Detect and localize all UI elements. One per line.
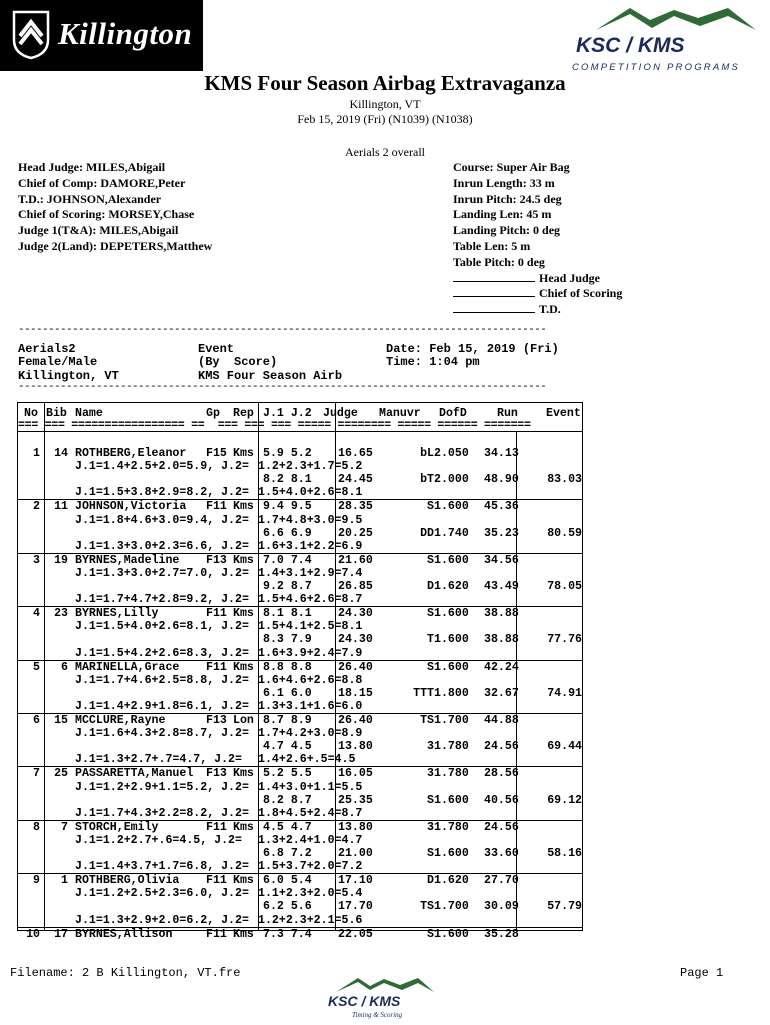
table-header-divider <box>18 431 582 432</box>
athlete-rank: 10 <box>26 927 40 941</box>
run-maneuver: S <box>427 607 434 621</box>
run-maneuver: T <box>427 633 434 647</box>
official-head-judge: Head Judge: MILES,Abigail <box>18 160 166 174</box>
header-rep: Rep <box>233 407 254 420</box>
run-judge-scores: 8.8 8.8 <box>263 660 312 674</box>
table-column-separator <box>44 403 45 930</box>
run-maneuver: S <box>427 927 434 941</box>
run-score: 27.70 <box>484 874 519 888</box>
run-maneuver: TTT <box>413 686 434 700</box>
course-info <box>453 160 622 318</box>
run-judge-scores: 8.3 7.9 <box>263 633 312 647</box>
athlete-rep: Kms <box>233 927 254 941</box>
event-score: 58.16 <box>547 847 582 860</box>
run-score: 28.56 <box>484 767 519 781</box>
run-judge-scores: 6.0 5.4 <box>263 874 312 888</box>
athlete-bib: 17 <box>54 927 68 941</box>
athlete-name: BYRNES,Lilly <box>75 607 159 621</box>
run-judge-scores: 6.8 7.2 <box>263 847 312 860</box>
athlete-group: F15 <box>206 447 227 460</box>
run-maneuver: bL <box>420 447 434 460</box>
athlete-group: F13 <box>206 714 227 727</box>
run-maneuver: 3 <box>427 820 434 834</box>
event-score: 78.05 <box>547 580 582 593</box>
run-detail-j1: J.1=1.2+2.7+.6=4.5, J.2= <box>75 833 242 847</box>
table-pitch: Table Pitch: 0 deg <box>453 254 545 269</box>
athlete-name: JOHNSON,Victoria <box>75 500 187 514</box>
header-j1-j2: J.1 J.2 <box>263 407 312 420</box>
athlete-group: F11 <box>206 607 227 621</box>
run-degree-of-difficulty: 2.000 <box>434 473 469 487</box>
run-judge-total: 16.65 <box>338 447 373 460</box>
event-title: KMS Four Season Airbag Extravaganza <box>204 71 566 95</box>
run-detail-j1: J.1=1.3+2.9+2.0=6.2, J.2= <box>75 913 249 927</box>
athlete-rank: 5 <box>33 660 40 674</box>
athlete-bib: 7 <box>61 820 68 834</box>
run-degree-of-difficulty: 1.600 <box>434 553 469 567</box>
inrun-pitch: Inrun Pitch: 24.5 deg <box>453 191 562 206</box>
run-degree-of-difficulty: 1.700 <box>434 900 469 914</box>
run-detail-j1: J.1=1.5+3.8+2.9=8.2, J.2= <box>75 486 249 500</box>
run-score: 38.88 <box>484 607 519 621</box>
athlete-bib: 14 <box>54 447 68 460</box>
run-detail-j1: J.1=1.4+2.5+2.0=5.9, J.2= <box>75 460 249 474</box>
run-judge-total: 18.15 <box>338 686 373 700</box>
athlete-rep: Kms <box>233 874 254 888</box>
athlete-rank: 3 <box>33 553 40 567</box>
athlete-name: ROTHBERG,Eleanor <box>75 447 187 460</box>
event-score: 83.03 <box>547 473 582 487</box>
date-line: Feb 15, 2019 (Fri) (N1039) (N1038) <box>297 112 473 126</box>
run-detail-j2: 1.1+2.3+2.0=5.4 <box>258 887 363 901</box>
run-detail-j1: J.1=1.7+4.6+2.5=8.8, J.2= <box>75 673 249 687</box>
athlete-name: PASSARETTA,Manuel <box>75 767 194 781</box>
athlete-name: BYRNES,Allison <box>75 927 173 941</box>
run-detail-j1: J.1=1.3+2.7+.7=4.7, J.2= <box>75 753 242 767</box>
run-judge-scores: 5.9 5.2 <box>263 447 312 460</box>
header-no: No <box>24 407 38 420</box>
header-gp: Gp <box>206 407 220 420</box>
ksc-kms-wordmark: KSC / KMS <box>576 34 685 57</box>
results-title: Aerials 2 overall <box>345 145 425 159</box>
run-detail-j1: J.1=1.7+4.7+2.8=9.2, J.2= <box>75 593 249 607</box>
run-maneuver: bT <box>420 473 434 487</box>
table-column-separator <box>335 403 336 930</box>
signature-chief-of-scoring: Chief of Scoring <box>453 286 622 302</box>
run-detail-j1: J.1=1.2+2.9+1.1=5.2, J.2= <box>75 780 249 794</box>
table-length: Table Len: 5 m <box>453 238 531 253</box>
venue: Killington, VT <box>349 97 421 111</box>
divider-bottom: ---------------------------------------------------------------------------------------- <box>18 381 547 393</box>
divider-top: ---------------------------------------------------------------------------------------- <box>18 324 547 336</box>
run-detail-j2: 1.5+4.1+2.5=8.1 <box>258 620 363 634</box>
run-detail-j2: 1.6+3.9+2.4=7.9 <box>258 646 363 660</box>
run-score: 43.49 <box>484 580 519 593</box>
course-name: Course: Super Air Bag <box>453 160 570 174</box>
run-detail-j1: J.1=1.6+4.3+2.8=8.7, J.2= <box>75 727 249 741</box>
header-run: Run <box>497 407 518 420</box>
inrun-length: Inrun Length: 33 m <box>453 175 555 190</box>
run-detail-j2: 1.4+2.6+.5=4.5 <box>258 753 356 767</box>
run-judge-scores: 5.2 5.5 <box>263 767 312 781</box>
run-judge-total: 22.05 <box>338 927 373 941</box>
officials-list <box>18 160 212 255</box>
killington-logo <box>0 0 203 71</box>
run-detail-j1: J.1=1.3+3.0+2.7=7.0, J.2= <box>75 566 249 580</box>
run-judge-total: 20.25 <box>338 526 373 540</box>
run-score: 42.24 <box>484 660 519 674</box>
run-score: 35.28 <box>484 927 519 941</box>
event-score: 74.91 <box>547 686 582 700</box>
competition-programs-text: COMPETITION PROGRAMS <box>572 62 741 73</box>
signature-head-judge: Head Judge <box>453 271 622 287</box>
run-maneuver: S <box>427 793 434 807</box>
run-maneuver: S <box>427 847 434 860</box>
run-degree-of-difficulty: 1.780 <box>434 820 469 834</box>
official-judge-1: Judge 1(T&A): MILES,Abigail <box>18 223 179 238</box>
run-degree-of-difficulty: 1.800 <box>434 686 469 700</box>
athlete-rank: 8 <box>33 820 40 834</box>
run-score: 48.90 <box>484 473 519 487</box>
run-judge-total: 25.35 <box>338 793 373 807</box>
athlete-name: BYRNES,Madeline <box>75 553 180 567</box>
athlete-name: ROTHBERG,Olivia <box>75 874 180 888</box>
run-detail-j1: J.1=1.5+4.0+2.6=8.1, J.2= <box>75 620 249 634</box>
run-judge-total: 26.85 <box>338 580 373 593</box>
run-score: 32.67 <box>484 686 519 700</box>
official-judge-2: Judge 2(Land): DEPETERS,Matthew <box>18 238 213 253</box>
athlete-rep: Kms <box>233 767 254 781</box>
run-judge-scores: 8.2 8.1 <box>263 473 312 487</box>
run-degree-of-difficulty: 1.600 <box>434 847 469 860</box>
footer-page-number: Page 1 <box>680 966 724 980</box>
run-judge-total: 16.05 <box>338 767 373 781</box>
header-name: Name <box>75 407 103 420</box>
run-score: 40.56 <box>484 793 519 807</box>
event-score: 57.79 <box>547 900 582 914</box>
run-score: 30.09 <box>484 900 519 914</box>
athlete-bib: 25 <box>54 767 68 781</box>
run-degree-of-difficulty: 1.620 <box>434 874 469 888</box>
run-detail-j2: 1.4+3.0+1.1=5.5 <box>258 780 363 794</box>
run-degree-of-difficulty: 1.600 <box>434 793 469 807</box>
athlete-group: F11 <box>206 500 227 514</box>
run-judge-total: 17.70 <box>338 900 373 914</box>
run-detail-j1: J.1=1.7+4.3+2.2=8.2, J.2= <box>75 806 249 820</box>
run-judge-scores: 6.6 6.9 <box>263 526 312 540</box>
ksc-kms-wordmark-bottom: KSC / KMS <box>328 993 401 1009</box>
run-judge-scores: 9.4 9.5 <box>263 500 312 514</box>
event-score: 69.12 <box>547 793 582 807</box>
athlete-rank: 7 <box>33 767 40 781</box>
run-judge-scores: 7.3 7.4 <box>263 927 312 941</box>
run-judge-total: 24.45 <box>338 473 373 487</box>
run-detail-j1: J.1=1.4+2.9+1.8=6.1, J.2= <box>75 699 249 713</box>
run-judge-total: 21.00 <box>338 847 373 860</box>
athlete-rep: Kms <box>233 607 254 621</box>
official-chief-of-scoring: Chief of Scoring: MORSEY,Chase <box>18 207 195 222</box>
run-detail-j1: J.1=1.5+4.2+2.6=8.3, J.2= <box>75 646 249 660</box>
run-score: 38.88 <box>484 633 519 647</box>
run-maneuver: D <box>427 580 434 593</box>
run-detail-j2: 1.8+4.5+2.4=8.7 <box>258 806 363 820</box>
run-degree-of-difficulty: 1.600 <box>434 633 469 647</box>
header-bib: Bib <box>46 407 67 420</box>
run-maneuver: 3 <box>427 740 434 754</box>
run-score: 34.13 <box>484 447 519 460</box>
athlete-group: F13 <box>206 767 227 781</box>
run-degree-of-difficulty: 1.600 <box>434 607 469 621</box>
run-score: 34.56 <box>484 553 519 567</box>
event-score: 77.76 <box>547 633 582 647</box>
athlete-group: F13 <box>206 553 227 567</box>
athlete-rank: 4 <box>33 607 40 621</box>
run-maneuver: S <box>427 500 434 514</box>
athlete-rep: Kms <box>233 447 254 460</box>
run-detail-j2: 1.6+3.1+2.2=6.9 <box>258 539 363 553</box>
run-judge-total: 24.30 <box>338 607 373 621</box>
athlete-bib: 19 <box>54 553 68 567</box>
run-judge-total: 28.35 <box>338 500 373 514</box>
athlete-group: F11 <box>206 927 227 941</box>
event-info-col1: Aerials2 Female/Male Killington, VT <box>18 342 119 383</box>
run-degree-of-difficulty: 1.600 <box>434 500 469 514</box>
ksc-kms-logo <box>568 4 758 74</box>
athlete-name: MCCLURE,Rayne <box>75 714 166 727</box>
run-judge-scores: 9.2 8.7 <box>263 580 312 593</box>
header-event: Event <box>546 407 581 420</box>
run-judge-total: 26.40 <box>338 660 373 674</box>
official-td: T.D.: JOHNSON,Alexander <box>18 191 162 206</box>
run-judge-total: 13.80 <box>338 820 373 834</box>
athlete-name: MARINELLA,Grace <box>75 660 180 674</box>
athlete-bib: 1 <box>61 874 68 888</box>
run-detail-j1: J.1=1.8+4.6+3.0=9.4, J.2= <box>75 513 249 527</box>
athlete-name: STORCH,Emily <box>75 820 159 834</box>
signature-td: T.D. <box>453 302 622 318</box>
run-maneuver: S <box>427 553 434 567</box>
run-degree-of-difficulty: 1.780 <box>434 740 469 754</box>
mountain-icon <box>336 978 434 992</box>
run-score: 44.88 <box>484 714 519 727</box>
run-judge-scores: 8.2 8.7 <box>263 793 312 807</box>
run-judge-scores: 4.7 4.5 <box>263 740 312 754</box>
run-score: 35.23 <box>484 526 519 540</box>
run-degree-of-difficulty: 1.600 <box>434 927 469 941</box>
run-maneuver: D <box>427 874 434 888</box>
header-manuvr: Manuvr <box>379 407 421 420</box>
athlete-group: F11 <box>206 874 227 888</box>
athlete-rep: Kms <box>233 500 254 514</box>
run-judge-total: 24.30 <box>338 633 373 647</box>
header-judge: Judge <box>323 407 358 420</box>
run-score: 24.56 <box>484 820 519 834</box>
run-judge-scores: 6.2 5.6 <box>263 900 312 914</box>
athlete-group: F11 <box>206 660 227 674</box>
athlete-bib: 15 <box>54 714 68 727</box>
event-score: 80.59 <box>547 526 582 540</box>
run-judge-scores: 7.0 7.4 <box>263 553 312 567</box>
run-degree-of-difficulty: 1.600 <box>434 660 469 674</box>
run-detail-j2: 1.6+4.6+2.6=8.8 <box>258 673 363 687</box>
event-info-col3: Date: Feb 15, 2019 (Fri) Time: 1:04 pm <box>386 342 559 370</box>
athlete-rank: 1 <box>33 447 40 460</box>
run-detail-j2: 1.2+2.3+1.7=5.2 <box>258 460 363 474</box>
run-detail-j2: 1.4+3.1+2.9=7.4 <box>258 566 363 580</box>
run-detail-j2: 1.5+4.6+2.6=8.7 <box>258 593 363 607</box>
run-detail-j2: 1.2+2.3+2.1=5.6 <box>258 913 363 927</box>
event-score: 69.44 <box>547 740 582 754</box>
athlete-rep: Lon <box>233 714 254 727</box>
athlete-rank: 6 <box>33 714 40 727</box>
run-judge-total: 13.80 <box>338 740 373 754</box>
run-degree-of-difficulty: 1.700 <box>434 714 469 727</box>
timing-scoring-text: Timing & Scoring <box>352 1011 403 1019</box>
run-judge-scores: 6.1 6.0 <box>263 686 312 700</box>
run-judge-scores: 4.5 4.7 <box>263 820 312 834</box>
athlete-rank: 9 <box>33 874 40 888</box>
athlete-rank: 2 <box>33 500 40 514</box>
event-info-col2: Event (By Score) KMS Four Season Airb <box>198 342 343 383</box>
run-score: 24.56 <box>484 740 519 754</box>
run-degree-of-difficulty: 1.620 <box>434 580 469 593</box>
mountain-icon <box>596 8 756 30</box>
run-maneuver: 3 <box>427 767 434 781</box>
run-judge-total: 26.40 <box>338 714 373 727</box>
header-dofd: DofD <box>439 407 467 420</box>
run-detail-j2: 1.5+3.7+2.0=7.2 <box>258 860 363 874</box>
header-underline: === === ================= == === === === ===== ======== ===== ====== ======= <box>18 419 531 432</box>
run-degree-of-difficulty: 2.050 <box>434 447 469 460</box>
run-maneuver: DD <box>420 526 434 540</box>
run-maneuver: TS <box>420 714 434 727</box>
ksc-kms-timing-logo <box>318 974 438 1020</box>
table-column-separator <box>258 403 259 930</box>
official-chief-of-comp: Chief of Comp: DAMORE,Peter <box>18 175 186 190</box>
run-detail-j2: 1.3+3.1+1.6=6.0 <box>258 699 363 713</box>
athlete-bib: 23 <box>54 607 68 621</box>
run-detail-j2: 1.7+4.2+3.0=8.9 <box>258 727 363 741</box>
run-judge-total: 17.10 <box>338 874 373 888</box>
run-detail-j2: 1.3+2.4+1.0=4.7 <box>258 833 363 847</box>
landing-length: Landing Len: 45 m <box>453 207 552 222</box>
run-detail-j1: J.1=1.3+3.0+2.3=6.6, J.2= <box>75 539 249 553</box>
athlete-rep: Kms <box>233 820 254 834</box>
run-judge-scores: 8.7 8.9 <box>263 714 312 727</box>
run-judge-scores: 8.1 8.1 <box>263 607 312 621</box>
killington-shield-icon <box>12 10 50 60</box>
run-maneuver: TS <box>420 900 434 914</box>
run-judge-total: 21.60 <box>338 553 373 567</box>
athlete-bib: 11 <box>54 500 68 514</box>
run-degree-of-difficulty: 1.780 <box>434 767 469 781</box>
athlete-rep: Kms <box>233 553 254 567</box>
results-table <box>17 402 583 941</box>
athlete-bib: 6 <box>61 660 68 674</box>
run-degree-of-difficulty: 1.740 <box>434 526 469 540</box>
landing-pitch: Landing Pitch: 0 deg <box>453 223 561 238</box>
run-detail-j2: 1.7+4.8+3.0=9.5 <box>258 513 363 527</box>
killington-wordmark: Killington <box>58 16 193 51</box>
run-detail-j2: 1.5+4.0+2.6=8.1 <box>258 486 363 500</box>
run-detail-j1: J.1=1.4+3.7+1.7=6.8, J.2= <box>75 860 249 874</box>
run-maneuver: S <box>427 660 434 674</box>
run-detail-j1: J.1=1.2+2.5+2.3=6.0, J.2= <box>75 887 249 901</box>
run-score: 45.36 <box>484 500 519 514</box>
footer-filename: Filename: 2 B Killington, VT.fre <box>10 966 241 980</box>
run-score: 33.60 <box>484 847 519 860</box>
athlete-rep: Kms <box>233 660 254 674</box>
athlete-group: F11 <box>206 820 227 834</box>
